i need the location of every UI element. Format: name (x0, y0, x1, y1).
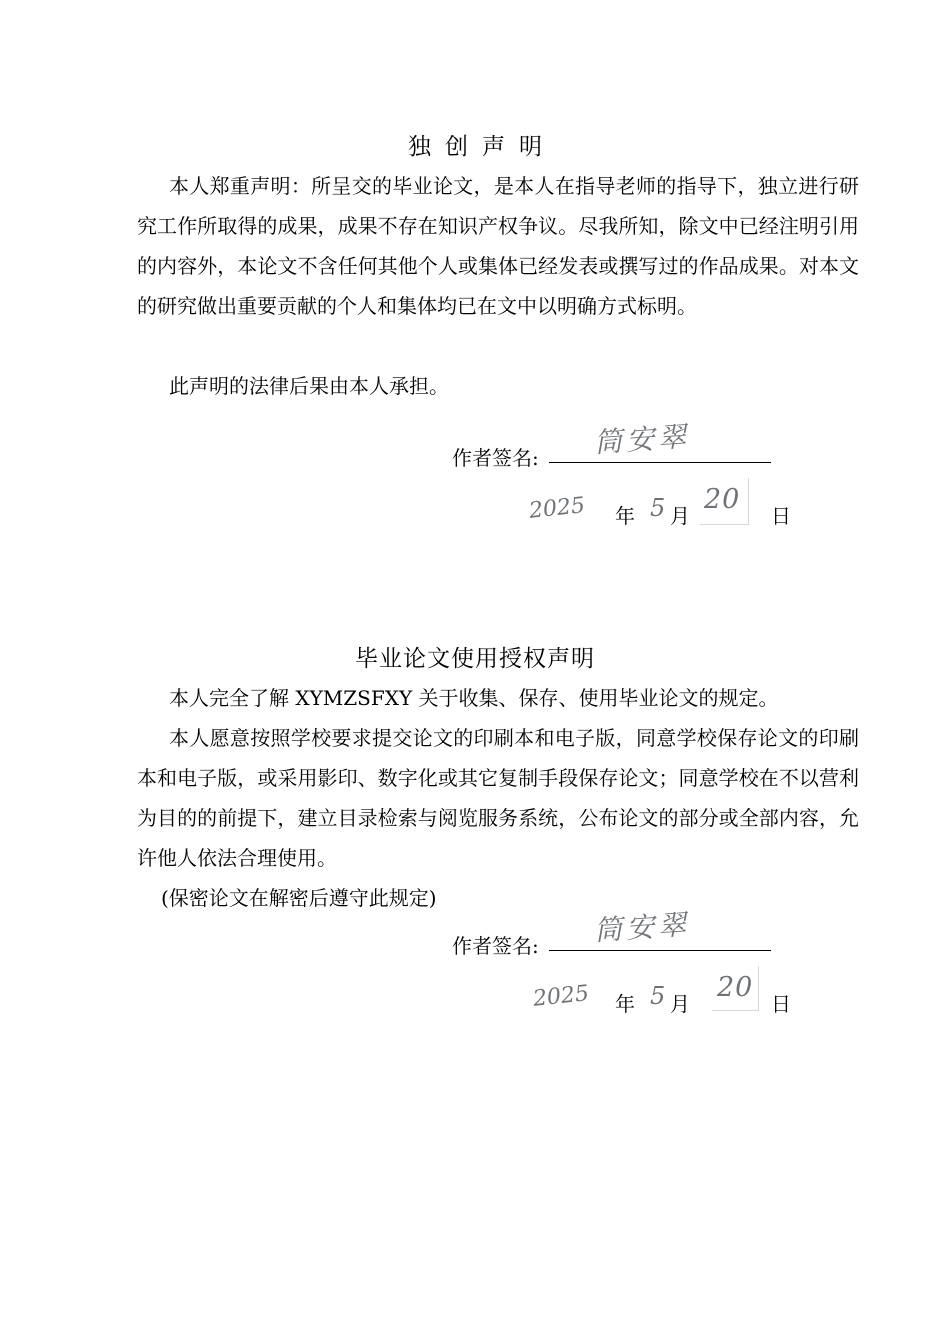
authorization-date-day: 20 (717, 972, 754, 1003)
authorization-date-month: 5 (650, 982, 668, 1010)
declaration-paragraph-1: 本人郑重声明：所呈交的毕业论文，是本人在指导老师的指导下，独立进行研究工作所取得的成果，成果不存在知识产权争议。尽我所知，除文中已经注明引用的内容外，本论文不含任何其他个人或集体已经发表或撰写过的作品成果。对本文的研究做出重要贡献的个人和集体均已在文中以明确方式标明。 (137, 174, 859, 318)
declaration-signature-label: 作者签名: (452, 446, 539, 470)
authorization-paragraph-1: 本人完全了解 XYMZSFXY 关于收集、保存、使用毕业论文的规定。 (169, 686, 779, 710)
authorization-date-year: 2025 (531, 981, 591, 1012)
authorization-signature-line (549, 950, 771, 951)
authorization-paragraph-2: 本人愿意按照学校要求提交论文的印刷本和电子版，同意学校保存论文的印刷本和电子版，或采用影印、数字化或其它复制手段保存论文；同意学校在不以营利为目的的前提下，建立目录检索与阅览服务系统，公布论文的部分或全部内容，允许他人依法合理使用。 (137, 726, 859, 870)
declaration-title: 独创声明 (408, 134, 556, 160)
authorization-title: 毕业论文使用授权声明 (355, 646, 595, 672)
declaration-date-month: 5 (650, 494, 668, 522)
declaration-handwritten-signature: 筒安翠 (593, 419, 692, 460)
authorization-year-unit: 年 (615, 992, 635, 1016)
declaration-day-unit: 日 (771, 504, 791, 528)
authorization-signature-label: 作者签名: (452, 934, 539, 958)
declaration-paragraph-2: 此声明的法律后果由本人承担。 (169, 374, 449, 398)
authorization-month-unit: 月 (670, 992, 690, 1016)
declaration-date-year: 2025 (527, 493, 587, 524)
declaration-year-unit: 年 (615, 504, 635, 528)
authorization-paragraph-3: (保密论文在解密后遵守此规定) (161, 886, 437, 910)
declaration-date-day: 20 (704, 484, 741, 515)
declaration-signature-line (549, 462, 771, 463)
authorization-handwritten-signature: 筒安翠 (593, 907, 692, 948)
authorization-day-unit: 日 (771, 992, 791, 1016)
declaration-month-unit: 月 (670, 504, 690, 528)
